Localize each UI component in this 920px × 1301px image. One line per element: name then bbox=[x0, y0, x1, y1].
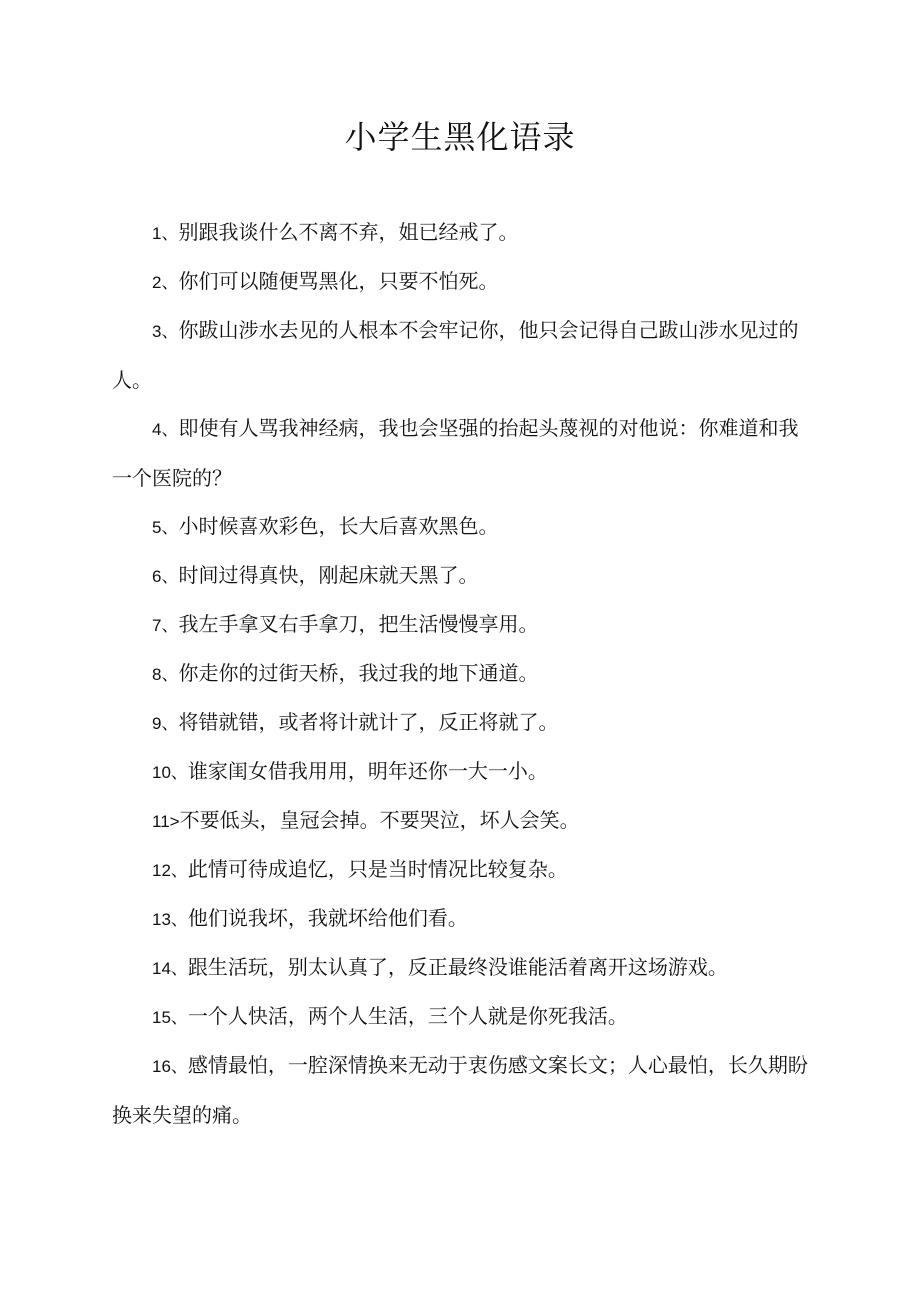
list-item bbox=[112, 943, 812, 993]
list-item bbox=[112, 649, 812, 699]
item-text: 即使有人骂我神经病，我也会坚强的抬起头蔑视的对他说：你难道和我一个医院的？ bbox=[112, 416, 799, 490]
item-number: 2、 bbox=[152, 273, 179, 292]
list-item bbox=[112, 551, 812, 601]
list-item bbox=[112, 208, 812, 258]
item-text: 我左手拿叉右手拿刀，把生活慢慢享用。 bbox=[178, 612, 539, 636]
item-number: 9、 bbox=[152, 714, 179, 733]
item-number: 6、 bbox=[152, 567, 179, 586]
item-number: 11> bbox=[152, 812, 180, 831]
item-text: 时间过得真快，刚起床就天黑了。 bbox=[178, 563, 479, 587]
item-text: 跟生活玩，别太认真了，反正最终没谁能活着离开这场游戏。 bbox=[187, 955, 728, 979]
list-item bbox=[112, 992, 812, 1042]
item-text: 你们可以随便骂黑化，只要不怕死。 bbox=[178, 269, 499, 293]
list-item bbox=[112, 845, 812, 895]
list-item bbox=[112, 404, 812, 503]
item-text: 此情可待成追忆，只是当时情况比较复杂。 bbox=[187, 857, 568, 881]
list-item bbox=[112, 600, 812, 650]
item-number: 14、 bbox=[152, 959, 188, 978]
item-text: 你走你的过街天桥，我过我的地下通道。 bbox=[178, 661, 539, 685]
item-number: 5、 bbox=[152, 518, 179, 537]
list-item bbox=[112, 747, 812, 797]
item-text: 小时候喜欢彩色，长大后喜欢黑色。 bbox=[178, 514, 499, 538]
list-item bbox=[112, 1041, 812, 1140]
item-number: 16、 bbox=[152, 1057, 188, 1076]
list-item bbox=[112, 796, 812, 846]
item-number: 10、 bbox=[152, 763, 188, 782]
list-item bbox=[112, 257, 812, 307]
item-text: 他们说我坏，我就坏给他们看。 bbox=[187, 906, 468, 930]
item-number: 13、 bbox=[152, 910, 188, 929]
item-number: 8、 bbox=[152, 665, 179, 684]
item-text: 谁家闺女借我用用，明年还你一大一小。 bbox=[187, 759, 548, 783]
item-number: 12、 bbox=[152, 861, 188, 880]
list-item bbox=[112, 502, 812, 552]
item-text: 感情最怕，一腔深情换来无动于衷伤感文案长文；人心最怕，长久期盼换来失望的痛。 bbox=[112, 1053, 808, 1127]
item-text: 一个人快活，两个人生活，三个人就是你死我活。 bbox=[187, 1004, 628, 1028]
list-item bbox=[112, 698, 812, 748]
item-number: 7、 bbox=[152, 616, 179, 635]
item-number: 3、 bbox=[152, 322, 179, 341]
item-text: 不要低头，皇冠会掉。不要哭泣，坏人会笑。 bbox=[179, 808, 580, 832]
list-item bbox=[112, 894, 812, 944]
item-number: 4、 bbox=[152, 420, 179, 439]
item-text: 别跟我谈什么不离不弃，姐已经戒了。 bbox=[178, 220, 519, 244]
page-title: 小学生黑化语录 bbox=[344, 118, 576, 156]
item-text: 你跋山涉水去见的人根本不会牢记你，他只会记得自己跋山涉水见过的人。 bbox=[112, 318, 799, 392]
item-number: 15、 bbox=[152, 1008, 188, 1027]
list-item bbox=[112, 306, 812, 405]
item-text: 将错就错，或者将计就计了，反正将就了。 bbox=[178, 710, 559, 734]
item-number: 1、 bbox=[152, 224, 179, 243]
